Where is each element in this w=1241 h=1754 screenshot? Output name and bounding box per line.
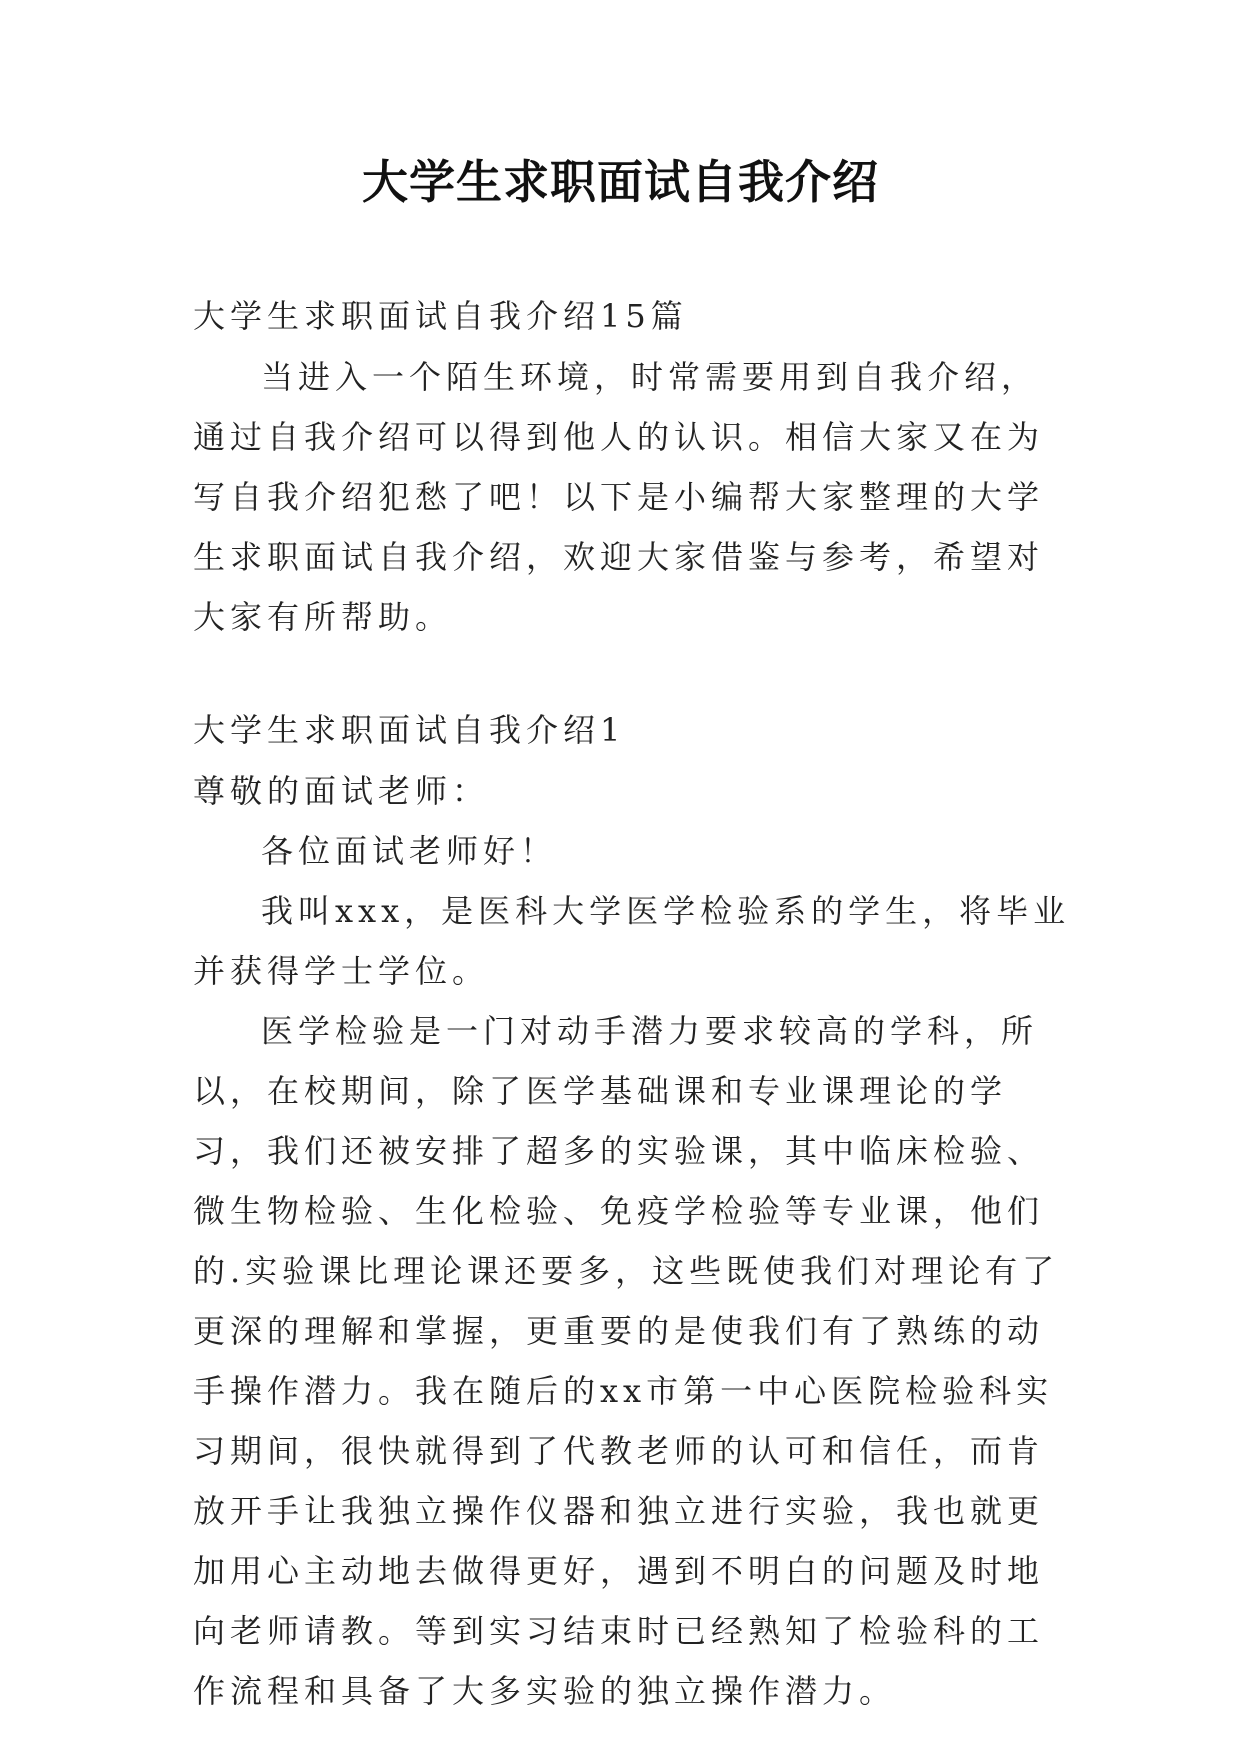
greeting: 各位面试老师好！ bbox=[261, 832, 558, 870]
body-paragraph: 我叫xxx，是医科大学医学检验系的学生，将毕业并获得学士学位。 bbox=[193, 892, 1071, 990]
salutation: 尊敬的面试老师： bbox=[193, 772, 490, 810]
intro-paragraph: 当进入一个陌生环境，时常需要用到自我介绍，通过自我介绍可以得到他人的认识。相信大家又在为写自我介绍犯愁了吧！以下是小编帮大家整理的大学生求职面试自我介绍，欢迎大家借鉴与参考，希望对大家有所帮助。 bbox=[193, 358, 1045, 636]
document-subtitle: 大学生求职面试自我介绍15篇 bbox=[193, 297, 688, 335]
document-body bbox=[193, 285, 1073, 1721]
body-paragraph: 医学检验是一门对动手潜力要求较高的学科，所以，在校期间，除了医学基础课和专业课理论的学习，我们还被安排了超多的实验课，其中临床检验、微生物检验、生化检验、免疫学检验等专业课，他们的.实验课比理论课还要多，这些既使我们对理论有了更深的理解和掌握，更重要的是使我们有了熟练的动手操作潜力。我在随后的xx市第一中心医院检验科实习期间，很快就得到了代教老师的认可和信任，而肯放开手让我独立操作仪器和独立进行实验，我也就更加用心主动地去做得更好，遇到不明白的问题及时地向老师请教。等到实习结束时已经熟知了检验科的工作流程和具备了大多实验的独立操作潜力。 bbox=[193, 1012, 1060, 1710]
document-title: 大学生求职面试自我介绍 bbox=[362, 155, 879, 209]
section-heading: 大学生求职面试自我介绍1 bbox=[193, 711, 626, 749]
